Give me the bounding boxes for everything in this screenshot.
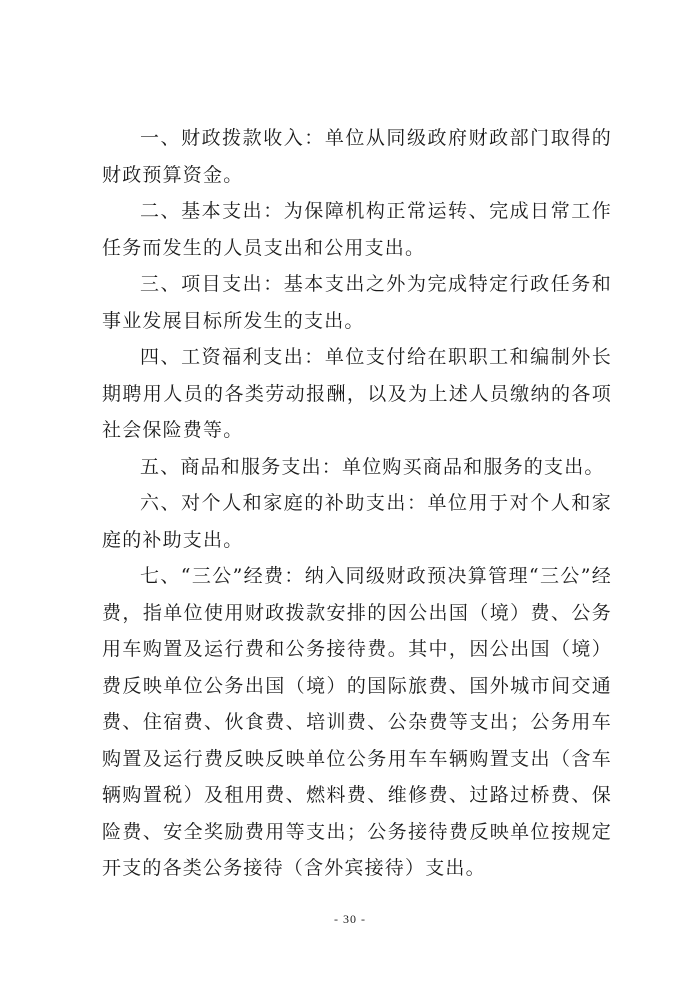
paragraph-basic-expenditure: 二、基本支出：为保障机构正常运转、完成日常工作任务而发生的人员支出和公用支出。 xyxy=(102,200,612,259)
paragraph-fiscal-appropriation-income: 一、财政拨款收入：单位从同级政府财政部门取得的财政预算资金。 xyxy=(102,127,612,186)
paragraph-goods-services-expenditure: 五、商品和服务支出：单位购买商品和服务的支出。 xyxy=(140,455,605,478)
paragraph-individual-household-subsidy: 六、对个人和家庭的补助支出：单位用于对个人和家庭的补助支出。 xyxy=(102,492,612,551)
paragraph-project-expenditure: 三、项目支出：基本支出之外为完成特定行政任务和事业发展目标所发生的支出。 xyxy=(102,273,612,332)
paragraph-three-public-expenses: 七、“三公”经费：纳入同级财政预决算管理“三公”经费，指单位使用财政拨款安排的因公出国（境）费、公务用车购置及运行费和公务接待费。其中，因公出国（境）费反映单位公务出国（境）的国际旅费、国外城市间交通费、住宿费、伙食费、培训费、公杂费等支出；公务用车购置及运行费反映反映单位公务用车车辆购置支出（含车辆购置税）及租用费、燃料费、维修费、过路过桥费、保险费、安全奖励费用等支出；公务接待费反映单位按规定开支的各类公务接待（含外宾接待）支出。 xyxy=(102,565,612,879)
document-body xyxy=(102,120,612,887)
paragraph-wage-welfare-expenditure: 四、工资福利支出：单位支付给在职职工和编制外长期聘用人员的各类劳动报酬，以及为上述人员缴纳的各项社会保险费等。 xyxy=(102,346,612,441)
page-number: - 30 - xyxy=(334,912,366,926)
